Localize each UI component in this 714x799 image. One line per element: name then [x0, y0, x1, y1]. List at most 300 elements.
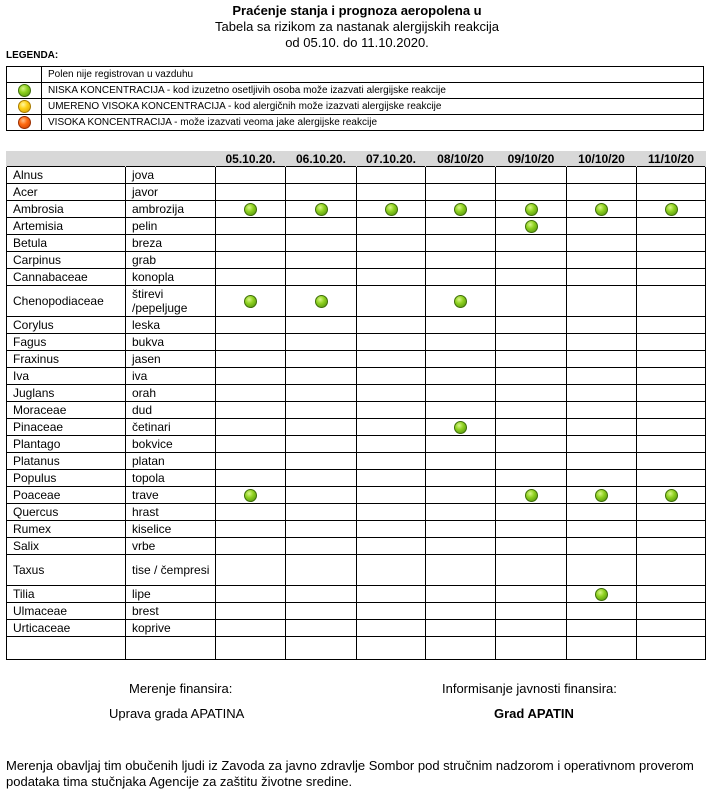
- level-cell: [357, 521, 426, 538]
- level-cell: [637, 286, 706, 317]
- local-name-cell: bokvice: [126, 436, 216, 453]
- level-cell: [357, 317, 426, 334]
- date-header: 08/10/20: [426, 151, 496, 167]
- table-row: [7, 603, 706, 620]
- table-row: [7, 538, 706, 555]
- level-cell: [357, 470, 426, 487]
- latin-name-cell: Cannabaceae: [7, 269, 126, 286]
- level-cell: [357, 167, 426, 184]
- header-empty-local: [126, 151, 216, 167]
- page-title: Praćenje stanja i prognoza aeropolena u: [232, 3, 482, 18]
- green-circle-icon: [525, 203, 538, 216]
- legend-swatch: [7, 99, 42, 115]
- level-cell: [216, 269, 286, 286]
- level-cell: [286, 603, 357, 620]
- level-cell: [567, 385, 637, 402]
- level-cell: [567, 538, 637, 555]
- level-cell: [286, 555, 357, 586]
- level-cell: [426, 504, 496, 521]
- level-cell: [426, 586, 496, 603]
- table-row: [7, 504, 706, 521]
- level-cell: [496, 402, 567, 419]
- date-header: 05.10.20.: [216, 151, 286, 167]
- level-cell: [567, 470, 637, 487]
- level-cell: [496, 252, 567, 269]
- level-cell: [426, 487, 496, 504]
- level-cell: [567, 453, 637, 470]
- level-cell: [357, 538, 426, 555]
- level-cell: [637, 504, 706, 521]
- level-cell: [286, 317, 357, 334]
- level-cell: [637, 252, 706, 269]
- green-circle-icon: [385, 203, 398, 216]
- level-cell: [357, 201, 426, 218]
- level-cell: [637, 218, 706, 235]
- level-cell: [567, 286, 637, 317]
- local-name-cell: hrast: [126, 504, 216, 521]
- level-cell: [637, 317, 706, 334]
- level-cell: [567, 368, 637, 385]
- level-cell: [216, 436, 286, 453]
- page-subtitle: Tabela sa rizikom za nastanak alergijskih reakcija: [215, 19, 499, 34]
- local-name-cell: kiselice: [126, 521, 216, 538]
- level-cell: [216, 637, 286, 660]
- pollen-table: [6, 151, 706, 660]
- level-cell: [426, 252, 496, 269]
- level-cell: [567, 504, 637, 521]
- level-cell: [567, 586, 637, 603]
- local-name-cell: javor: [126, 184, 216, 201]
- green-circle-icon: [454, 421, 467, 434]
- level-cell: [426, 235, 496, 252]
- level-cell: [496, 184, 567, 201]
- table-row: [7, 419, 706, 436]
- level-cell: [496, 637, 567, 660]
- level-cell: [496, 504, 567, 521]
- level-cell: [426, 470, 496, 487]
- local-name-cell: lipe: [126, 586, 216, 603]
- level-cell: [357, 586, 426, 603]
- level-cell: [496, 351, 567, 368]
- local-name-cell: ambrozija: [126, 201, 216, 218]
- green-circle-icon: [244, 295, 257, 308]
- table-row: [7, 555, 706, 586]
- latin-name-cell: Salix: [7, 538, 126, 555]
- level-cell: [286, 286, 357, 317]
- level-cell: [496, 586, 567, 603]
- level-cell: [286, 351, 357, 368]
- level-cell: [357, 603, 426, 620]
- latin-name-cell: Betula: [7, 235, 126, 252]
- level-cell: [567, 334, 637, 351]
- local-name-cell: jova: [126, 167, 216, 184]
- level-cell: [567, 620, 637, 637]
- level-cell: [216, 603, 286, 620]
- level-cell: [216, 317, 286, 334]
- level-cell: [216, 620, 286, 637]
- table-row: [7, 586, 706, 603]
- date-header: 09/10/20: [496, 151, 567, 167]
- level-cell: [216, 586, 286, 603]
- level-cell: [637, 436, 706, 453]
- level-cell: [357, 385, 426, 402]
- level-cell: [216, 368, 286, 385]
- local-name-cell: platan: [126, 453, 216, 470]
- green-circle-icon: [525, 489, 538, 502]
- latin-name-cell: Fagus: [7, 334, 126, 351]
- funding-measurement-value: Uprava grada APATINA: [109, 706, 245, 721]
- level-cell: [637, 453, 706, 470]
- latin-name-cell: Populus: [7, 470, 126, 487]
- level-cell: [567, 603, 637, 620]
- latin-name-cell: Alnus: [7, 167, 126, 184]
- level-cell: [637, 538, 706, 555]
- level-cell: [637, 419, 706, 436]
- table-row: [7, 351, 706, 368]
- local-name-cell: brest: [126, 603, 216, 620]
- level-cell: [567, 184, 637, 201]
- green-circle-icon: [315, 295, 328, 308]
- table-row: [7, 317, 706, 334]
- local-name-cell: jasen: [126, 351, 216, 368]
- latin-name-cell: Carpinus: [7, 252, 126, 269]
- level-cell: [357, 334, 426, 351]
- level-cell: [286, 235, 357, 252]
- level-cell: [216, 470, 286, 487]
- level-cell: [216, 334, 286, 351]
- level-cell: [426, 286, 496, 317]
- funding-measurement-label: Merenje finansira:: [129, 681, 233, 696]
- level-cell: [357, 351, 426, 368]
- green-circle-icon: [595, 588, 608, 601]
- latin-name-cell: Chenopodiaceae: [7, 286, 126, 317]
- local-name-cell: štirevi /pepeljuge: [126, 286, 216, 317]
- level-cell: [637, 555, 706, 586]
- level-cell: [216, 351, 286, 368]
- local-name-cell: četinari: [126, 419, 216, 436]
- latin-name-cell: Ulmaceae: [7, 603, 126, 620]
- level-cell: [496, 620, 567, 637]
- level-cell: [637, 470, 706, 487]
- level-cell: [496, 521, 567, 538]
- level-cell: [637, 385, 706, 402]
- level-cell: [637, 334, 706, 351]
- level-cell: [496, 487, 567, 504]
- legend-row: [7, 115, 704, 131]
- level-cell: [286, 269, 357, 286]
- local-name-cell: dud: [126, 402, 216, 419]
- level-cell: [637, 521, 706, 538]
- local-name-cell: iva: [126, 368, 216, 385]
- table-row: [7, 402, 706, 419]
- latin-name-cell: Platanus: [7, 453, 126, 470]
- level-cell: [286, 487, 357, 504]
- date-header: 07.10.20.: [357, 151, 426, 167]
- legend-row: [7, 99, 704, 115]
- level-cell: [216, 184, 286, 201]
- level-cell: [286, 218, 357, 235]
- level-cell: [216, 167, 286, 184]
- date-header: 11/10/20: [637, 151, 706, 167]
- date-header: 06.10.20.: [286, 151, 357, 167]
- green-circle-icon: [595, 489, 608, 502]
- level-cell: [637, 167, 706, 184]
- local-name-cell: grab: [126, 252, 216, 269]
- green-circle-icon: [665, 489, 678, 502]
- level-cell: [426, 637, 496, 660]
- table-row: [7, 368, 706, 385]
- table-row: [7, 453, 706, 470]
- level-cell: [357, 637, 426, 660]
- local-name-cell: trave: [126, 487, 216, 504]
- latin-name-cell: Juglans: [7, 385, 126, 402]
- local-name-cell: breza: [126, 235, 216, 252]
- table-row: [7, 201, 706, 218]
- latin-name-cell: Urticaceae: [7, 620, 126, 637]
- latin-name-cell: Iva: [7, 368, 126, 385]
- level-cell: [637, 620, 706, 637]
- level-cell: [567, 487, 637, 504]
- level-cell: [496, 385, 567, 402]
- legend-table: [6, 66, 704, 131]
- level-cell: [216, 286, 286, 317]
- level-cell: [637, 184, 706, 201]
- level-cell: [286, 586, 357, 603]
- level-cell: [426, 334, 496, 351]
- table-row: [7, 235, 706, 252]
- level-cell: [496, 167, 567, 184]
- level-cell: [637, 351, 706, 368]
- level-cell: [357, 286, 426, 317]
- green-circle-icon: [595, 203, 608, 216]
- level-cell: [496, 269, 567, 286]
- latin-name-cell: Corylus: [7, 317, 126, 334]
- latin-name-cell: Moraceae: [7, 402, 126, 419]
- table-row: [7, 620, 706, 637]
- local-name-cell: vrbe: [126, 538, 216, 555]
- level-cell: [567, 402, 637, 419]
- level-cell: [426, 419, 496, 436]
- funding-information-label: Informisanje javnosti finansira:: [442, 681, 617, 696]
- level-cell: [286, 620, 357, 637]
- local-name-cell: pelin: [126, 218, 216, 235]
- legend-text: UMERENO VISOKA KONCENTRACIJA - kod alergičnih može izazvati alergijske reakcije: [42, 99, 704, 115]
- legend-swatch: [7, 67, 42, 83]
- level-cell: [567, 351, 637, 368]
- local-name-cell: tise / čempresi: [126, 555, 216, 586]
- legend-row: [7, 83, 704, 99]
- level-cell: [567, 218, 637, 235]
- green-circle-icon: [18, 84, 31, 97]
- level-cell: [216, 538, 286, 555]
- level-cell: [216, 521, 286, 538]
- level-cell: [637, 487, 706, 504]
- latin-name-cell: Acer: [7, 184, 126, 201]
- level-cell: [426, 555, 496, 586]
- local-name-cell: orah: [126, 385, 216, 402]
- green-circle-icon: [525, 220, 538, 233]
- legend-swatch: [7, 115, 42, 131]
- level-cell: [426, 620, 496, 637]
- green-circle-icon: [244, 203, 257, 216]
- level-cell: [426, 351, 496, 368]
- level-cell: [426, 453, 496, 470]
- level-cell: [637, 637, 706, 660]
- level-cell: [286, 201, 357, 218]
- latin-name-cell: Ambrosia: [7, 201, 126, 218]
- local-name-cell: bukva: [126, 334, 216, 351]
- latin-name-cell: Fraxinus: [7, 351, 126, 368]
- latin-name-cell: Pinaceae: [7, 419, 126, 436]
- level-cell: [216, 453, 286, 470]
- level-cell: [496, 538, 567, 555]
- level-cell: [426, 521, 496, 538]
- level-cell: [286, 453, 357, 470]
- level-cell: [496, 603, 567, 620]
- level-cell: [357, 402, 426, 419]
- level-cell: [637, 269, 706, 286]
- level-cell: [496, 470, 567, 487]
- level-cell: [496, 368, 567, 385]
- level-cell: [286, 504, 357, 521]
- green-circle-icon: [454, 203, 467, 216]
- date-header: 10/10/20: [567, 151, 637, 167]
- level-cell: [637, 201, 706, 218]
- table-row: [7, 521, 706, 538]
- level-cell: [426, 218, 496, 235]
- level-cell: [496, 317, 567, 334]
- level-cell: [496, 419, 567, 436]
- table-row: [7, 470, 706, 487]
- table-row: [7, 184, 706, 201]
- level-cell: [357, 419, 426, 436]
- level-cell: [216, 555, 286, 586]
- level-cell: [426, 317, 496, 334]
- level-cell: [216, 218, 286, 235]
- level-cell: [426, 167, 496, 184]
- level-cell: [216, 504, 286, 521]
- level-cell: [357, 252, 426, 269]
- level-cell: [357, 436, 426, 453]
- level-cell: [426, 201, 496, 218]
- level-cell: [567, 555, 637, 586]
- level-cell: [637, 368, 706, 385]
- yellow-circle-icon: [18, 100, 31, 113]
- level-cell: [216, 487, 286, 504]
- footer-note: Merenja obavljaj tim obučenih ljudi iz Zavoda za javno zdravlje Sombor pod stručnim nadzorom i operativnom proverom podataka tima stučnjaka Agencije za zaštitu životne sredine.: [6, 758, 694, 789]
- level-cell: [496, 453, 567, 470]
- table-row: [7, 487, 706, 504]
- level-cell: [357, 235, 426, 252]
- level-cell: [216, 419, 286, 436]
- level-cell: [216, 201, 286, 218]
- level-cell: [286, 167, 357, 184]
- level-cell: [216, 402, 286, 419]
- level-cell: [357, 504, 426, 521]
- level-cell: [357, 184, 426, 201]
- level-cell: [286, 637, 357, 660]
- level-cell: [567, 201, 637, 218]
- funding-information-value: Grad APATIN: [494, 706, 574, 721]
- table-row: [7, 269, 706, 286]
- latin-name-cell: Taxus: [7, 555, 126, 586]
- level-cell: [567, 436, 637, 453]
- date-range: od 05.10. do 11.10.2020.: [285, 35, 429, 50]
- level-cell: [567, 252, 637, 269]
- level-cell: [426, 402, 496, 419]
- level-cell: [496, 334, 567, 351]
- latin-name-cell: Quercus: [7, 504, 126, 521]
- latin-name-cell: Plantago: [7, 436, 126, 453]
- table-row: [7, 436, 706, 453]
- table-row: [7, 385, 706, 402]
- green-circle-icon: [454, 295, 467, 308]
- level-cell: [216, 252, 286, 269]
- level-cell: [496, 555, 567, 586]
- table-row: [7, 252, 706, 269]
- level-cell: [637, 235, 706, 252]
- level-cell: [637, 402, 706, 419]
- legend-swatch: [7, 83, 42, 99]
- level-cell: [496, 235, 567, 252]
- latin-name-cell: Poaceae: [7, 487, 126, 504]
- table-row: [7, 334, 706, 351]
- local-name-cell: konopla: [126, 269, 216, 286]
- level-cell: [286, 252, 357, 269]
- level-cell: [426, 603, 496, 620]
- level-cell: [286, 184, 357, 201]
- level-cell: [426, 269, 496, 286]
- latin-name-cell: Artemisia: [7, 218, 126, 235]
- level-cell: [567, 167, 637, 184]
- local-name-cell: leska: [126, 317, 216, 334]
- green-circle-icon: [665, 203, 678, 216]
- level-cell: [567, 521, 637, 538]
- local-name-cell: topola: [126, 470, 216, 487]
- level-cell: [286, 385, 357, 402]
- orange-circle-icon: [18, 116, 31, 129]
- level-cell: [286, 521, 357, 538]
- level-cell: [216, 385, 286, 402]
- level-cell: [357, 555, 426, 586]
- level-cell: [426, 184, 496, 201]
- legend-row: [7, 67, 704, 83]
- table-row: [7, 286, 706, 317]
- level-cell: [357, 620, 426, 637]
- legend-text: NISKA KONCENTRACIJA - kod izuzetno osetljivih osoba može izazvati alergijske reakcije: [42, 83, 704, 99]
- table-row: [7, 637, 706, 660]
- level-cell: [357, 368, 426, 385]
- green-circle-icon: [315, 203, 328, 216]
- latin-name-cell: [7, 637, 126, 660]
- level-cell: [496, 218, 567, 235]
- level-cell: [357, 487, 426, 504]
- level-cell: [637, 586, 706, 603]
- level-cell: [286, 470, 357, 487]
- level-cell: [357, 218, 426, 235]
- level-cell: [286, 538, 357, 555]
- level-cell: [567, 419, 637, 436]
- level-cell: [496, 286, 567, 317]
- latin-name-cell: Tilia: [7, 586, 126, 603]
- level-cell: [567, 317, 637, 334]
- legend-text: VISOKA KONCENTRACIJA - može izazvati veoma jake alergijske reakcije: [42, 115, 704, 131]
- local-name-cell: [126, 637, 216, 660]
- level-cell: [567, 637, 637, 660]
- header-empty-latin: [7, 151, 126, 167]
- level-cell: [426, 368, 496, 385]
- latin-name-cell: Rumex: [7, 521, 126, 538]
